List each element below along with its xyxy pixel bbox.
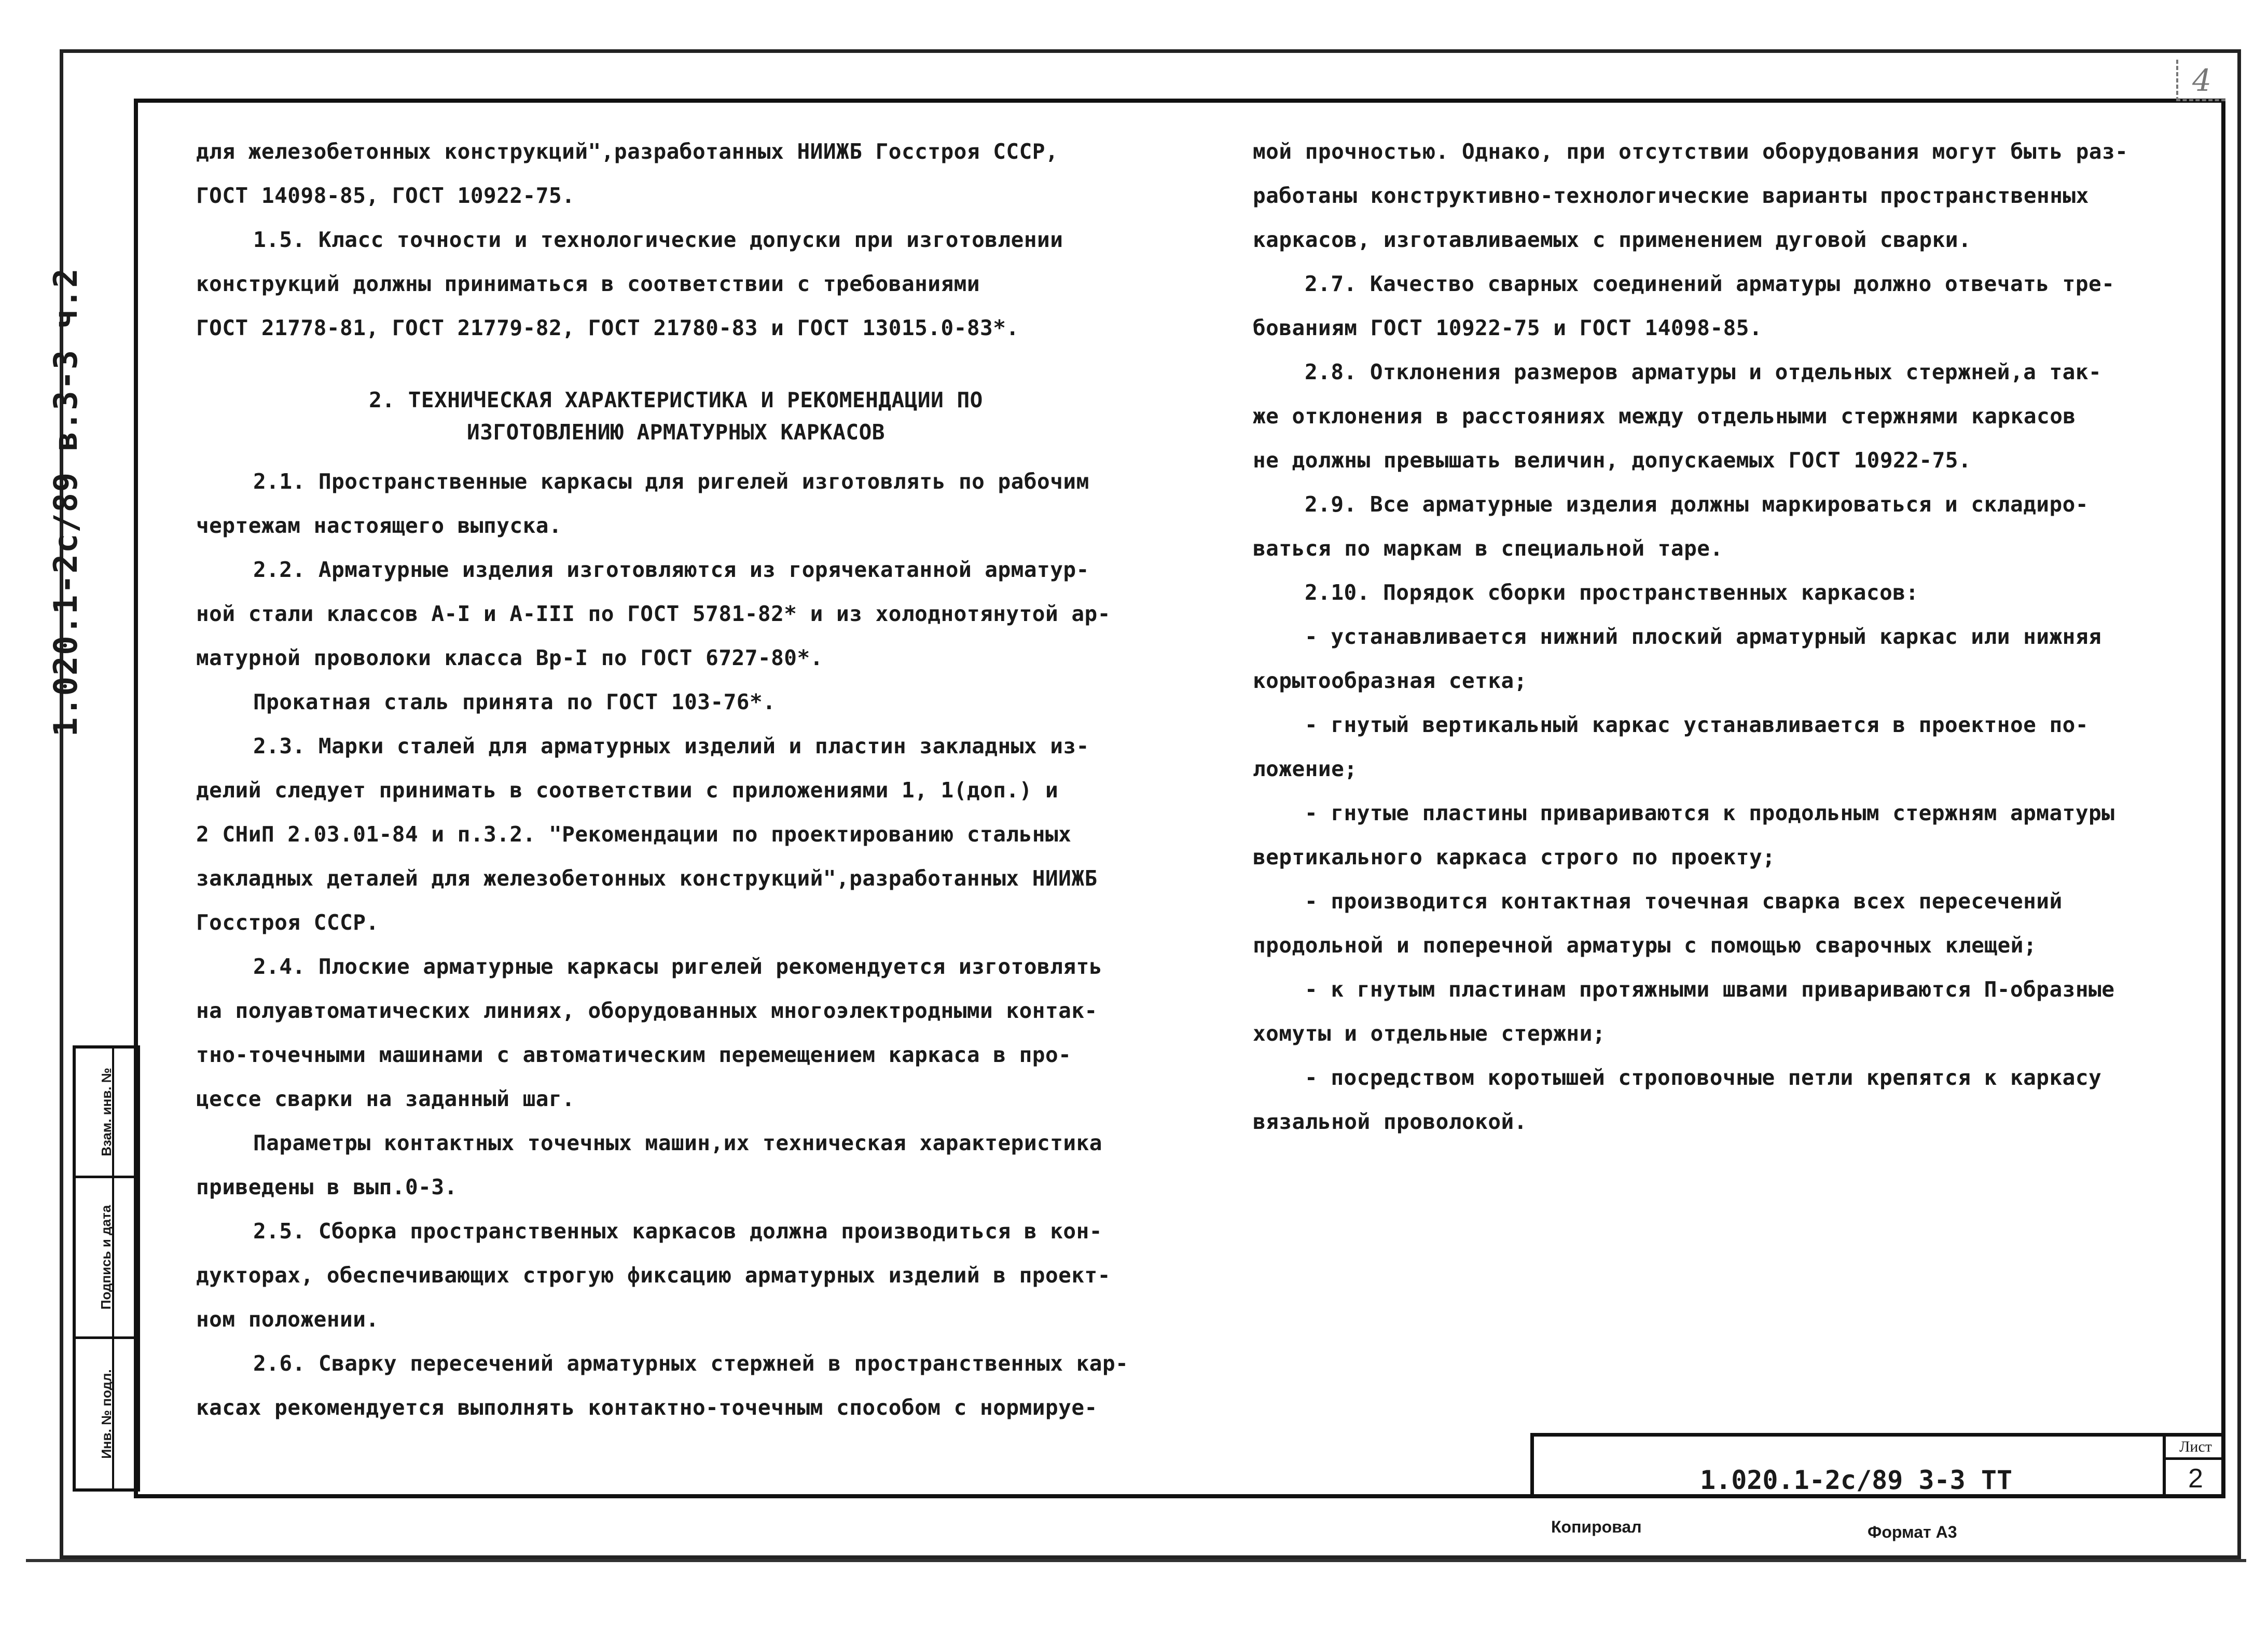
text-line: приведены в вып.0-3. bbox=[196, 1175, 458, 1199]
side-stamp bbox=[73, 1045, 140, 1492]
text-line: ной стали классов А-I и А-III по ГОСТ 5781-82* и из холоднотянутой ар- bbox=[196, 601, 1111, 626]
left-paragraphs-main bbox=[196, 460, 1156, 1430]
footer-format: Формат А3 bbox=[1868, 1523, 1957, 1541]
section-heading-line2: ИЗГОТОВЛЕНИЮ АРМАТУРНЫХ КАРКАСОВ bbox=[467, 420, 885, 445]
text-line: ном положении. bbox=[196, 1307, 379, 1332]
text-line: матурной проволоки класса Вр-I по ГОСТ 6727-80*. bbox=[196, 645, 823, 670]
text-line: 2 СНиП 2.03.01-84 и п.3.2. "Рекомендации по проектированию стальных bbox=[196, 822, 1072, 847]
stamp-cell-inv bbox=[76, 1339, 137, 1488]
text-line: 2.4. Плоские арматурные каркасы ригелей рекомендуется изготовлять bbox=[253, 954, 1102, 979]
section-heading-line1: 2. ТЕХНИЧЕСКАЯ ХАРАКТЕРИСТИКА И РЕКОМЕНДАЦИИ ПО bbox=[369, 388, 983, 412]
text-line: хомуты и отдельные стержни; bbox=[1253, 1021, 1606, 1046]
text-line: 2.10. Порядок сборки пространственных каркасов: bbox=[1305, 580, 1919, 605]
text-line: 2.8. Отклонения размеров арматуры и отдельных стержней,а так- bbox=[1305, 360, 2102, 384]
text-line: ваться по маркам в специальной таре. bbox=[1253, 536, 1723, 561]
text-line: цессе сварки на заданный шаг. bbox=[196, 1086, 575, 1111]
text-line: 2.2. Арматурные изделия изготовляются из горячекатанной арматур- bbox=[253, 557, 1089, 582]
text-line: не должны превышать величин, допускаемых ГОСТ 10922-75. bbox=[1253, 448, 1972, 473]
text-line: мой прочностью. Однако, при отсутствии оборудования могут быть раз- bbox=[1253, 139, 2128, 164]
stamp-vzam-inv-label: Взам. инв. № bbox=[98, 1068, 114, 1156]
footer-copied: Копировал bbox=[1551, 1517, 1642, 1536]
text-line: ложение; bbox=[1253, 756, 1358, 781]
text-line: - гнутые пластины привариваются к продольным стержням арматуры bbox=[1305, 801, 2115, 825]
vertical-document-code: 1.020.1-2c/89 в.3-3 ч.2 bbox=[47, 267, 85, 737]
stamp-cell-vzam bbox=[76, 1048, 137, 1178]
text-line: 2.1. Пространственные каркасы для ригелей изготовлять по рабочим bbox=[253, 469, 1089, 494]
text-line: 2.5. Сборка пространственных каркасов должна производиться в кон- bbox=[253, 1219, 1102, 1244]
text-line: - устанавливается нижний плоский арматурный каркас или нижняя bbox=[1305, 624, 2102, 649]
text-line: ГОСТ 14098-85, ГОСТ 10922-75. bbox=[196, 183, 575, 208]
text-line: корытообразная сетка; bbox=[1253, 668, 1527, 693]
text-line: 2.9. Все арматурные изделия должны маркироваться и складиро- bbox=[1305, 492, 2089, 517]
text-line: тно-точечными машинами с автоматическим перемещением каркаса в про- bbox=[196, 1042, 1072, 1067]
text-line: закладных деталей для железобетонных конструкций",разработанных НИИЖБ bbox=[196, 866, 1098, 891]
text-line: работаны конструктивно-технологические варианты пространственных bbox=[1253, 183, 2089, 208]
text-line: конструкций должны приниматься в соответствии с требованиями bbox=[196, 271, 980, 296]
text-line: каркасов, изготавливаемых с применением дуговой сварки. bbox=[1253, 227, 1972, 252]
text-line: - гнутый вертикальный каркас устанавливается в проектное по- bbox=[1305, 712, 2089, 737]
text-line: - к гнутым пластинам протяжными швами привариваются П-образные bbox=[1305, 977, 2115, 1002]
text-line: касах рекомендуется выполнять контактно-точечным способом с нормируе- bbox=[196, 1395, 1098, 1420]
sheet-label: Лист bbox=[2166, 1437, 2225, 1460]
text-line: бованиям ГОСТ 10922-75 и ГОСТ 14098-85. bbox=[1253, 315, 1763, 340]
sheet-box bbox=[2163, 1437, 2225, 1498]
text-line: Прокатная сталь принята по ГОСТ 103-76*. bbox=[253, 689, 776, 714]
corner-sheet-mark: 4 bbox=[2176, 60, 2225, 101]
text-line: вертикального каркаса строго по проекту; bbox=[1253, 845, 1776, 870]
text-line: 1.5. Класс точности и технологические допуски при изготовлении bbox=[253, 227, 1063, 252]
text-line: 2.3. Марки сталей для арматурных изделий и пластин закладных из- bbox=[253, 734, 1089, 758]
sheet-number: 2 bbox=[2188, 1464, 2203, 1494]
text-line: 2.7. Качество сварных соединений арматуры должно отвечать тре- bbox=[1305, 271, 2115, 296]
document-code: 1.020.1-2с/89 3-3 ТТ bbox=[1700, 1465, 2013, 1495]
left-paragraphs-top bbox=[196, 130, 1156, 350]
text-line: дукторах, обеспечивающих строгую фиксацию арматурных изделий в проект- bbox=[196, 1263, 1111, 1288]
text-line: Госстроя СССР. bbox=[196, 910, 379, 935]
text-line: для железобетонных конструкций",разработанных НИИЖБ Госстроя СССР, bbox=[196, 139, 1059, 164]
text-line: же отклонения в расстояниях между отдельными стержнями каркасов bbox=[1253, 404, 2076, 429]
text-line: вязальной проволокой. bbox=[1253, 1109, 1527, 1134]
title-block bbox=[1530, 1433, 2225, 1498]
text-line: ГОСТ 21778-81, ГОСТ 21779-82, ГОСТ 21780-83 и ГОСТ 13015.0-83*. bbox=[196, 315, 1019, 340]
left-column bbox=[196, 130, 1156, 1430]
text-line: чертежам настоящего выпуска. bbox=[196, 513, 562, 538]
right-column bbox=[1253, 130, 2176, 1144]
text-line: Параметры контактных точечных машин,их техническая характеристика bbox=[253, 1130, 1102, 1155]
right-paragraphs bbox=[1253, 130, 2176, 1144]
outer-bottom-line bbox=[26, 1559, 2246, 1562]
text-line: делий следует принимать в соответствии с приложениями 1, 1(доп.) и bbox=[196, 778, 1059, 803]
stamp-cell-podpis bbox=[76, 1178, 137, 1339]
text-line: - производится контактная точечная сварка всех пересечений bbox=[1305, 889, 2063, 914]
text-line: продольной и поперечной арматуры с помощью сварочных клещей; bbox=[1253, 933, 2037, 958]
text-line: - посредством коротышей строповочные петли крепятся к каркасу bbox=[1305, 1065, 2102, 1090]
stamp-inv-podl-label: Инв. № подл. bbox=[98, 1369, 114, 1459]
text-line: 2.6. Сварку пересечений арматурных стержней в пространственных кар- bbox=[253, 1351, 1129, 1376]
text-line: на полуавтоматических линиях, оборудованных многоэлектродными контак- bbox=[196, 998, 1098, 1023]
stamp-podpis-label: Подпись и дата bbox=[98, 1205, 114, 1310]
